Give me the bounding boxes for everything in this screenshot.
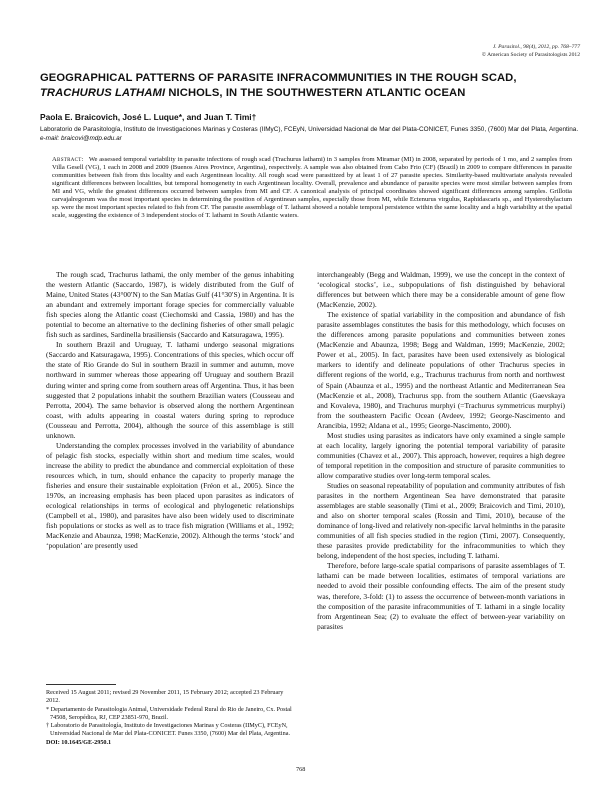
body-paragraph: The rough scad, Trachurus lathami, the only member of the genus inhabiting the western Atlantic (Saccardo, 1987), is widely distributed from the Gulf of Maine, United States (43°00′N) to the San Matías Gulf (41°30′S) in Argentina. It is an abundant and extremely important forage species for commercially valuable fish species along the Atlantic coast (Ciechomski and Cassia, 1980) and has the potential to become an alternative to the declining fisheries of other small pelagic fish such as sardines, Sardinella brasiliensis (Saccardo and Katsuragawa, 1995). (46, 270, 294, 340)
abstract-label: Abstract: (52, 156, 84, 163)
body-paragraph: In southern Brazil and Uruguay, T. lathami undergo seasonal migrations (Saccardo and Katsuragawa, 1995). Concentrations of this species, which occur off the state of Rio Grande do Sul in southern Brazil in summer and autumn, move northward in summer whereas those appearing off Uruguay and southern Brazil during winter and spring come from southern areas off Argentina. Thus, it has been suggested that 2 populations inhabit the southern Brazilian waters (Cousseau and Perrotta, 2004). The same behavior is observed along the northern Argentinean coast, with adults appearing in coastal waters during spring to reproduce (Cousseau and Perrotta, 2004), although the source of this assemblage is still unknown. (46, 340, 294, 440)
footnote-divider (46, 684, 116, 685)
footnote-2: † Laboratorio de Parasitología, Instituto de Investigaciones Marinas y Costeras (IIMyC), FCEyN, Universidad Nacional de Mar del Plata-CONICET. Funes 3350, (7600) Mar del Plata, Argentina. (46, 722, 290, 738)
doi-link[interactable]: DOI: 10.1645/GE-2950.1 (46, 738, 112, 746)
journal-header (482, 43, 580, 59)
title-species-name: TRACHURUS LATHAMI (40, 87, 166, 99)
received-dates: Received 15 August 2011; revised 29 November 2011, 15 February 2012; accepted 23 February 2012. (46, 689, 284, 705)
body-paragraph: Most studies using parasites as indicators have only examined a single sample at each locality, largely ignoring the potential temporal variability of parasite communities (Chavez et al., 2007). This approach, however, requires a high degree of temporal repetition in the composition and structure of parasite communities to allow comparative studies over long-term temporal scales. (317, 430, 565, 480)
society-copyright: © American Society of Parasitologists 2012 (481, 52, 580, 58)
author-email-link[interactable]: braicovi@mdp.edu.ar (59, 135, 122, 142)
body-paragraph: The existence of spatial variability in the composition and abundance of fish parasite assemblages constitutes the basis for this methodology, which focuses on the differences among parasite populations and communities between zones (MacKenzie and Abaunza, 1998; Begg and Waldman, 1999; MacKenzie, 2002; Power et al., 2005). In fact, parasites have been used extensively as biological markers to identify and delineate populations of other Trachurus species in different regions of the world, e.g., Trachurus trachurus from north and northwest of Spain (Abaunza et al., 1995) and the northeast Atlantic and Mediterranean Sea (MacKenzie et al., 2008), Trachurus spp. from the southern Atlantic (Gaevskaya and Kovaleva, 1980), and Trachurus murphyi (=Trachurus symmetricus murphyi) from the southeastern Pacific Ocean (Avdeev, 1992; George-Nascimento and Arancibia, 1992; Aldana et al., 1995; George-Nascimento, 2000). (317, 310, 565, 430)
abstract-block (52, 156, 572, 220)
title-line-2 (40, 86, 580, 101)
article-title (40, 71, 580, 101)
affiliation-text: Laboratorio de Parasitología, Instituto de Investigaciones Marinas y Costeras (IIMyC), FCEyN, Universidad Nacional de Mar del Plata-CONICET, Funes 3350, (7600) Mar del Plata, Argentina. (40, 126, 579, 133)
author-list: Paola E. Braicovich, José L. Luque*, and Juan T. Timi† (40, 112, 257, 122)
page-number: 768 (296, 766, 306, 773)
footnote-1: * Departamento de Parasitologia Animal, Universidade Federal Rural do Rio de Janeiro, Cx. Postal 74508, Seropédica, RJ, CEP 23851-970, Brazil. (46, 705, 292, 721)
body-paragraph: Therefore, before large-scale spatial comparisons of parasite assemblages of T. lathami can be made between localities, estimates of temporal variations are needed to avoid their possible confounding effects. The aim of the present study was, therefore, 3-fold: (1) to assess the occurrence of between-month variations in the composition of the parasite infracommunities of T. lathami in a single locality from Argentinean Sea; (2) to evaluate the effect of between-year variability on parasites (317, 561, 565, 631)
body-paragraph: interchangeably (Begg and Waldman, 1999), we use the concept in the context of ‘ecological stocks’, i.e., subpopulations of fish distinguished by behavioral differences but between which there may be a considerable amount of gene flow (MacKenzie, 2002). (317, 270, 565, 310)
footnotes (46, 689, 294, 747)
title-line-1: GEOGRAPHICAL PATTERNS OF PARASITE INFRACOMMUNITIES IN THE ROUGH SCAD, (40, 72, 517, 84)
body-paragraph: Studies on seasonal repeatability of population and community attributes of fish parasites in the northern Argentinean Sea have demonstrated that parasite assemblages are stable seasonally (Timi et al., 2009; Braicovich and Timi, 2010), and also on shorter temporal scales (Rossin and Timi, 2010), because of the dominance of long-lived and relatively non-specific larval helminths in the parasite communities of all fish species studied in the region (Timi, 2007). Consequently, these parasites provide predictability for the infracommunities to which they belong, independent of the host species, including T. lathami. (317, 480, 565, 561)
author-affiliation (40, 125, 580, 143)
title-line-2-rest: NICHOLS, IN THE SOUTHWESTERN ATLANTIC OCEAN (165, 87, 466, 99)
body-left-column (46, 270, 294, 551)
body-paragraph: Understanding the complex processes involved in the variability of abundance of pelagic fish stocks, especially within short and medium time scales, would increase the ability to predict the abundance and commercial exploitation of these resources which, in turn, should enhance the capacity to properly manage the fisheries and ensure their sustainable exploitation (Fréon et al., 2005). Since the 1970s, an increasing emphasis has been placed upon parasites as indicators of ecological relationships in terms of ecological and phylogenetic relationships (Campbell et al., 1980), and parasites have also been widely used to discriminate fish populations or stocks as well as to trace fish migration (Williams et al., 1992; MacKenzie and Abaunza, 1998; MacKenzie, 2002). Although the terms ‘stock’ and ‘population’ are presently used (46, 440, 294, 551)
body-right-column (317, 270, 565, 632)
email-label: e-mail: (40, 135, 60, 142)
journal-citation: J. Parasitol., 98(4), 2012, pp. 768–777 (492, 44, 580, 50)
abstract-text: We assessed temporal variability in parasite infections of rough scad (Trachurus lathami) in 3 samples from Miramar (MI) in 2008, separated by periods of 1 mo, and 2 samples from Villa Gesell (VG), 1 each in 2008 and 2009 (Buenos Aires Province, Argentina), respectively. A sample was also obtained from Cabo Frio (CF) (Brazil) in 2009 to compare differences in parasite communities between fish from this locality and each Argentinean locality. All rough scad were parasitized by at least 1 of 27 parasite species. Similarity-based multivariate analysis revealed significant differences between localities, but temporal homogeneity in each Argentinean locality. Overall, prevalence and abundance of parasite species were most similar between samples from MI and VG, while the greatest differences occurred between samples from MI and CF. A canonical analysis of principal coordinates showed significant differences among samples. Grillotia carvajalregorum was the most important species in determining the position of Argentinean samples, especially those from MI, while Ectenurus virgulus, Raphidascaris sp., and Hysterothylacium sp. were the most important species related to fish from CF. The parasite assemblage of T. lathami showed a notable temporal persistence within the same locality and a high variability at the spatial scale, suggesting the existence of 3 independent stocks of T. lathami in South Atlantic waters. (52, 156, 572, 220)
